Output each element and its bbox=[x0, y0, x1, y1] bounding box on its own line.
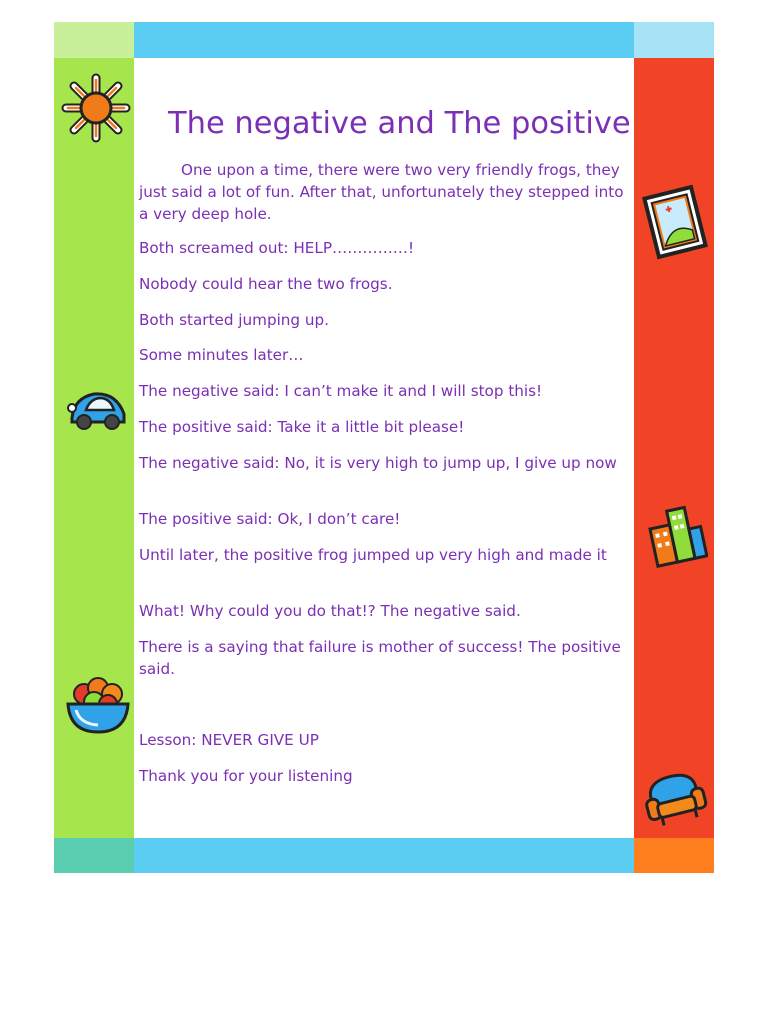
story-paragraph: One upon a time, there were two very friendly frogs, they just said a lot of fun. After that, unfortunately they stepped into a very deep hole. bbox=[139, 161, 624, 223]
story-paragraph: The positive said: Ok, I don’t care! bbox=[139, 510, 401, 528]
right-column bbox=[634, 58, 714, 838]
frame-top-left bbox=[54, 22, 134, 58]
picture-frame-icon bbox=[642, 182, 708, 262]
story-paragraph: The positive said: Take it a little bit please! bbox=[139, 418, 465, 436]
frame-bottom-right bbox=[634, 838, 714, 873]
closing-line: Thank you for your listening bbox=[139, 767, 353, 785]
frame-top-band bbox=[134, 22, 634, 58]
frame-top-right bbox=[634, 22, 714, 58]
page-title: The negative and The positive bbox=[168, 106, 631, 141]
lesson-line: Lesson: NEVER GIVE UP bbox=[139, 731, 319, 749]
car-icon bbox=[62, 384, 132, 434]
story-paragraph: Some minutes later… bbox=[139, 346, 304, 364]
frame-bottom-left bbox=[54, 838, 134, 873]
story-paragraph: What! Why could you do that!? The negative said. bbox=[139, 602, 521, 620]
story-paragraph: Both started jumping up. bbox=[139, 311, 329, 329]
story-paragraph: Both screamed out: HELP……………! bbox=[139, 239, 415, 257]
buildings-icon bbox=[642, 502, 708, 570]
sofa-icon bbox=[642, 768, 708, 830]
story-paragraph: Nobody could hear the two frogs. bbox=[139, 275, 393, 293]
fruit-bowl-icon bbox=[62, 668, 134, 738]
story-paragraph: Until later, the positive frog jumped up very high and made it bbox=[139, 546, 607, 564]
story-paragraph: There is a saying that failure is mother of success! The positive said. bbox=[139, 638, 621, 678]
frame-bottom-band bbox=[134, 838, 634, 873]
story-paragraph: The negative said: No, it is very high to jump up, I give up now bbox=[139, 454, 617, 472]
story-paragraph: The negative said: I can’t make it and I will stop this! bbox=[139, 382, 543, 400]
sun-icon bbox=[60, 72, 132, 144]
